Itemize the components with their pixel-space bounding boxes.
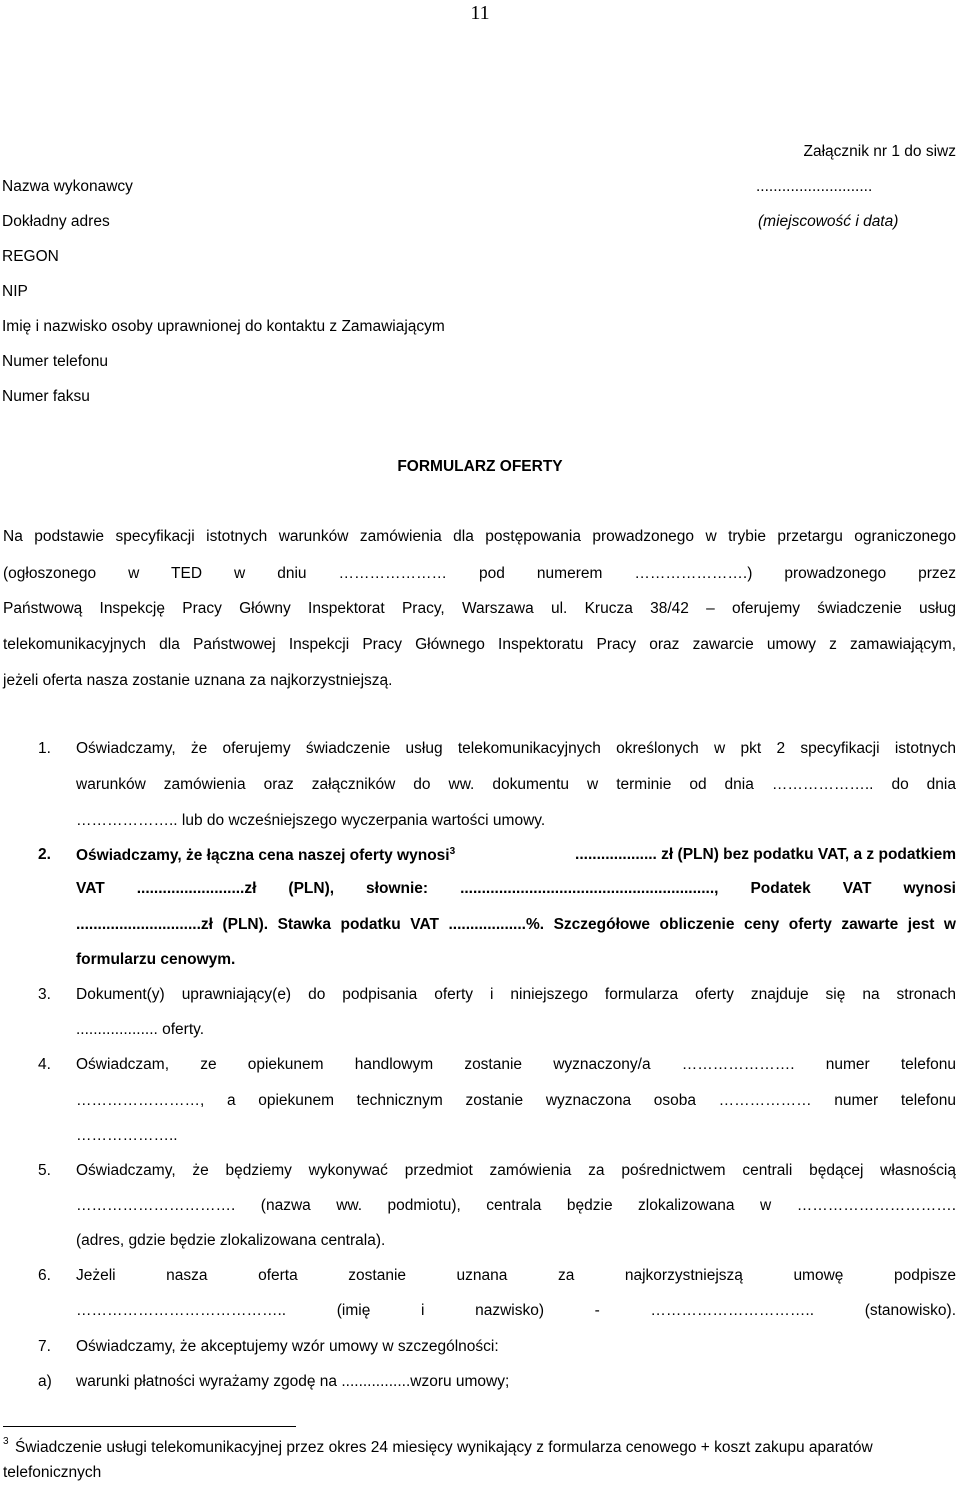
- footnote-ref: 3: [449, 846, 456, 857]
- item-line: ................... oferty.: [76, 1021, 205, 1038]
- item-number: 4.: [38, 1056, 51, 1073]
- intro-line: Na podstawie specyfikacji istotnych warunków zamówienia dla postępowania prowadzonego w trybie przetargu ograniczonego: [3, 528, 956, 545]
- intro-line: jeżeli oferta nasza zostanie uznana za najkorzystniejszą.: [3, 672, 393, 689]
- header-field-fax: Numer faksu: [2, 388, 90, 405]
- footnote-mark: 3: [3, 1436, 9, 1447]
- annex-label: Załącznik nr 1 do siwz: [803, 143, 956, 160]
- item-line: Oświadczamy, że będziemy wykonywać przedmiot zamówienia za pośrednictwem centrali będącej własnością: [76, 1162, 956, 1179]
- intro-line: Państwową Inspekcję Pracy Główny Inspektorat Pracy, Warszawa ul. Krucza 38/42 – oferujemy świadczenie usług: [3, 600, 956, 617]
- form-title: FORMULARZ OFERTY: [397, 458, 563, 475]
- item-number: 5.: [38, 1162, 51, 1179]
- item-line: [76, 846, 956, 865]
- footnote-text: telefonicznych: [3, 1464, 102, 1481]
- header-field-contact-person: Imię i nazwisko osoby uprawnionej do kontaktu z Zamawiającym: [2, 318, 445, 335]
- item-line: …………………………. (nazwa ww. podmiotu), centrala będzie zlokalizowana w ………………………….: [76, 1197, 956, 1214]
- item-number: 6.: [38, 1267, 51, 1284]
- item-line: Oświadczamy, że oferujemy świadczenie usług telekomunikacyjnych określonych w pkt 2 specyfikacji istotnych: [76, 740, 956, 757]
- page-number: 11: [470, 2, 490, 24]
- item-line: ………………………………….. (imię i nazwisko) - ………………………….. (stanowisko).: [76, 1302, 956, 1319]
- item-line: ……………….. lub do wcześniejszego wyczerpania wartości umowy.: [76, 812, 546, 829]
- place-date-dots: ...........................: [756, 178, 873, 195]
- item-line: Oświadczamy, że akceptujemy wzór umowy w szczególności:: [76, 1338, 499, 1355]
- place-date-caption: (miejscowość i data): [758, 213, 899, 230]
- item-line: warunki płatności wyrażamy zgodę na ................wzoru umowy;: [76, 1373, 510, 1390]
- item-line: Oświadczam, ze opiekunem handlowym zostanie wyznaczony/a …………………. numer telefonu: [76, 1056, 956, 1073]
- item-number: 7.: [38, 1338, 51, 1355]
- item-line: ………………..: [76, 1127, 178, 1144]
- footnote-text: Świadczenie usługi telekomunikacyjnej przez okres 24 miesięcy wynikający z formularza cenowego + koszt zakupu aparatów: [15, 1439, 873, 1456]
- item-line: (adres, gdzie będzie zlokalizowana centrala).: [76, 1232, 386, 1249]
- header-field-nip: NIP: [2, 283, 28, 300]
- intro-line: telekomunikacyjnych dla Państwowej Inspekcji Pracy Głównego Inspektoratu Pracy oraz zawarcie umowy z zamawiającym,: [3, 636, 956, 653]
- item-line: .............................zł (PLN). Stawka podatku VAT ..................%. Szczegółowe obliczenie ceny oferty zawarte jest w: [76, 916, 956, 933]
- item-number: a): [38, 1373, 52, 1390]
- item-line-tail: ................... zł (PLN) bez podatku VAT, a z podatkiem: [575, 846, 956, 863]
- item-number: 1.: [38, 740, 51, 757]
- footnote-rule: [3, 1426, 296, 1427]
- item-line-text: Oświadczamy, że łączna cena naszej oferty wynosi: [76, 847, 450, 865]
- item-line: formularzu cenowym.: [76, 951, 236, 968]
- item-number: 3.: [38, 986, 51, 1003]
- item-line: VAT .........................zł (PLN), słownie: ..........................................................., Podatek VAT wynosi: [76, 880, 956, 897]
- intro-line: (ogłoszonego w TED w dniu ………………… pod numerem ………………….) prowadzonego przez: [3, 565, 956, 582]
- header-field-regon: REGON: [2, 248, 59, 265]
- header-field-phone: Numer telefonu: [2, 353, 108, 370]
- item-line: Jeżeli nasza oferta zostanie uznana za najkorzystniejszą umowę podpisze: [76, 1267, 956, 1284]
- header-field-contractor-name: Nazwa wykonawcy: [2, 178, 133, 195]
- item-number: 2.: [38, 846, 51, 863]
- header-field-address: Dokładny adres: [2, 213, 110, 230]
- item-line: warunków zamówienia oraz załączników do ww. dokumentu w terminie od dnia ……………….. do dnia: [76, 776, 956, 793]
- item-line: Dokument(y) uprawniający(e) do podpisania oferty i niniejszego formularza oferty znajduje się na stronach: [76, 986, 956, 1003]
- item-line: ……………………, a opiekunem technicznym zostanie wyznaczona osoba ……………… numer telefonu: [76, 1092, 956, 1109]
